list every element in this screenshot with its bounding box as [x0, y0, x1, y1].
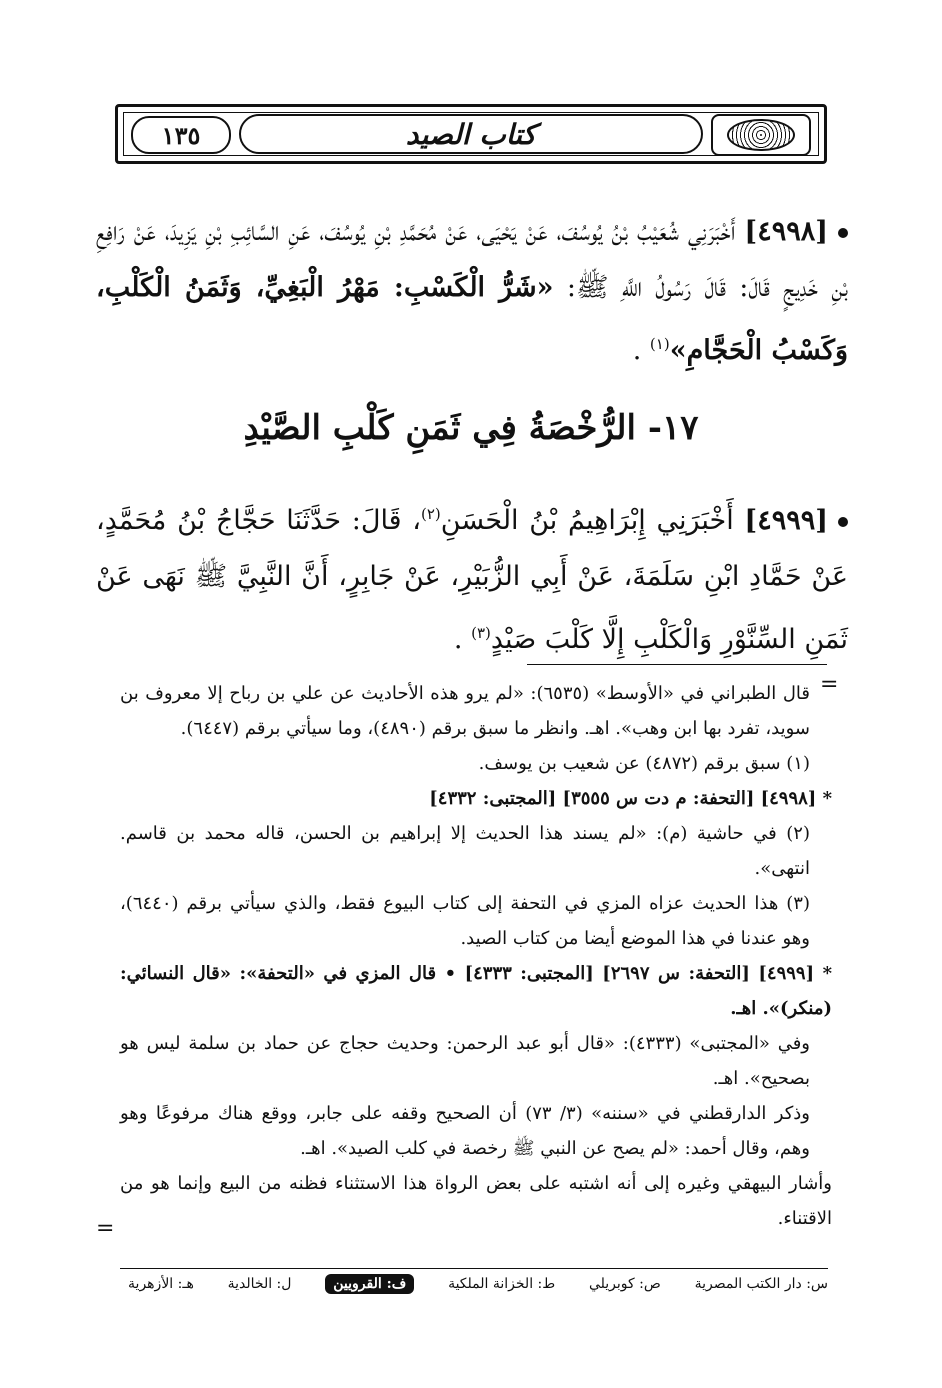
footnote-3: (٣) هذا الحديث عزاه المزي في التحفة إلى كتاب البيوع فقط، والذي سيأتي برقم (٦٤٤٠)، وهو عندنا في هذا الموضع أيضا من كتاب الصيد.	[120, 893, 810, 949]
book-title: كتاب الصيد	[405, 117, 537, 151]
footnote-ref: (٢)	[420, 505, 441, 523]
legend-item: هـ: الأزهرية	[128, 1276, 194, 1292]
footnote-ref: (٣)	[471, 624, 491, 642]
hadith-4998	[96, 204, 848, 379]
footnote-continued: قال الطبراني في «الأوسط» (٦٥٣٥): «لم يرو هذه الأحاديث عن علي بن رباح إلا معروف بن سويد، تفرد بها ابن وهب». اهـ. وانظر ما سبق برقم (٤٨٩٠)، وما سيأتي برقم (٦٤٤٧).	[120, 683, 810, 739]
footer-divider	[120, 1268, 828, 1269]
publisher-seal-icon	[727, 119, 795, 151]
footnote-mujtaba: وفي «المجتبى» (٤٣٣٣): «قال أبو عبد الرحمن: وحديث حجاج عن حماد بن سلمة ليس هو بصحيح». اهـ.	[120, 1033, 810, 1089]
footnote-daraqutni: وذكر الدارقطني في «سننه» (٣/ ٧٣) أن الصحيح وقفه على جابر، ووقع هناك مرفوعًا وهو وهم، وقال أحمد: «لم يصح عن النبي ﷺ رخصة في كلب الصيد». اهـ.	[120, 1103, 810, 1159]
bullet-icon	[838, 517, 848, 527]
takhrij-4999: * [٤٩٩٩] [التحفة: س ٢٦٩٧] [المجتبى: ٤٣٣٣] • قال المزي في «التحفة»: «قال النسائي: (منكر)». اهـ.	[120, 963, 833, 1019]
publisher-seal-box	[711, 114, 811, 156]
hadith-ending: .	[453, 624, 463, 655]
legend-item: س: دار الكتب المصرية	[694, 1276, 828, 1292]
hadith-text-part1: أَخْبَرَنِي إِبْرَاهِيمُ بْنُ الْحَسَنِ	[440, 505, 734, 536]
footnote-2: (٢) في حاشية (م): «لم يسند هذا الحديث إلا إبراهيم بن الحسن، قاله محمد بن قاسم. انتهى».	[120, 823, 810, 879]
hadith-text: أَخْبَرَنِي شُعَيْبُ بْنُ يُوسُفَ، عَنْ يَحْيَى، عَنْ مُحَمَّدِ بْنِ يُوسُفَ، عَنِ السَّائِبِ بْنِ يَزِيدَ، عَنْ رَافِعِ بْنِ خَدِيجٍ قَالَ: قَالَ رَسُولُ اللَّهِ ﷺ:	[96, 216, 848, 303]
footnote-1: (١) سبق برقم (٤٨٧٢) عن شعيب بن يوسف.	[478, 753, 810, 774]
legend-item-highlighted: ف: القرويين	[325, 1274, 414, 1294]
chapter-title: ١٧- الرُّخْصَةُ فِي ثَمَنِ كَلْبِ الصَّيْدِ	[243, 408, 699, 448]
hadith-text-part2: ، قَالَ: حَدَّثَنَا حَجَّاجُ بْنُ مُحَمَّدٍ، عَنْ حَمَّادِ ابْنِ سَلَمَةَ، عَنْ أَبِي الزُّبَيْرِ، عَنْ جَابِرٍ، أَنَّ النَّبِيَّ ﷺ نَهَى عَنْ ثَمَنِ السِّنَّوْرِ وَالْكَلْبِ إِلَّا كَلْبَ صَيْدٍ	[96, 505, 848, 655]
page-number: ١٣٥	[131, 116, 231, 154]
header-title-box	[239, 114, 703, 154]
hadith-number: [٤٩٩٨]	[744, 216, 828, 247]
legend-item: ط: الخزانة الملكية	[448, 1276, 556, 1292]
footnote-ref: (١)	[649, 335, 670, 353]
hadith-number: [٤٩٩٩]	[744, 505, 828, 536]
continuation-mark-top: =	[820, 672, 839, 697]
legend-item: ل: الخالدية	[227, 1276, 292, 1292]
continuation-mark-bottom: =	[96, 1216, 115, 1241]
footnote-bayhaqi: وأشار البيهقي وغيره إلى أنه اشتبه على بعض الرواة هذا الاستثناء فظنه من البيع وإنما هو من الاقتناء.	[120, 1173, 832, 1229]
legend-item: ص: كوبريلي	[588, 1276, 661, 1292]
hadith-4999	[96, 486, 848, 668]
footnote-divider	[527, 664, 827, 665]
takhrij-4998: * [٤٩٩٨] [التحفة: م دت س ٣٥٥٥] [المجتبى: ٤٣٣٢]	[429, 788, 832, 809]
hadith-ending: .	[632, 335, 642, 366]
bullet-icon	[838, 228, 848, 238]
page-header	[115, 104, 827, 164]
footnotes	[120, 676, 832, 1236]
manuscript-legend	[128, 1274, 828, 1294]
hadith-quote: «شَرُّ الْكَسْبِ: مَهْرُ الْبَغِيِّ، وَثَمَنُ الْكَلْبِ، وَكَسْبُ الْحَجَّامِ»	[96, 272, 848, 366]
